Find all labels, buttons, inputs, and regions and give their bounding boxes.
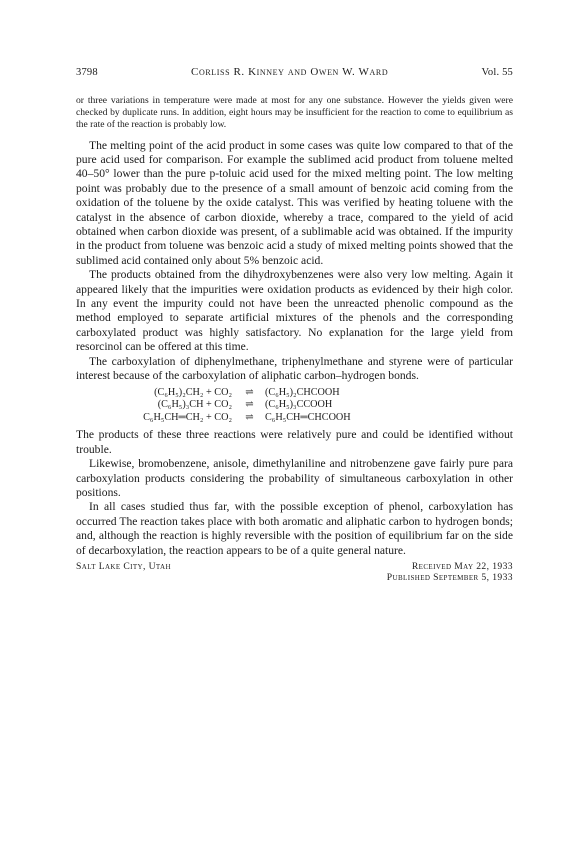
equilibrium-arrow-icon: ⇌: [245, 411, 253, 423]
equation-lhs: (C₆H₅)₃CH + CO₂: [157, 399, 232, 411]
article-body: [76, 95, 513, 583]
received-date: Received May 22, 1933: [411, 560, 513, 572]
running-authors: Corliss R. Kinney and Owen W. Ward: [191, 66, 389, 78]
equation-rhs: (C₆H₅)₂CHCOOH: [265, 386, 340, 398]
dates-block: [387, 561, 513, 583]
equation-lhs: C₆H₅CH═CH₂ + CO₂: [143, 411, 232, 423]
equation-lhs: (C₆H₅)₂CH₂ + CO₂: [154, 386, 232, 398]
equation-row: [76, 412, 513, 425]
equation-block: [76, 387, 513, 425]
equation-rhs: C₆H₅CH═CHCOOH: [265, 411, 351, 423]
paragraph-products-pure: The products of these three reactions were relatively pure and could be identified without trouble.: [76, 428, 513, 456]
article-footer: [76, 561, 513, 583]
location: Salt Lake City, Utah: [76, 560, 171, 572]
paragraph-melting-point: The melting point of the acid product in some cases was quite low compared to that of the pure acid used for comparison. For example the sublimed acid product from toluene melted 40–50° lower than the pure p-toluic acid used for the mixed melting point. The low melting point was probably due to the presence of a small amount of benzoic acid coming from the oxidation of the toluene by the oxide catalyst. This was verified by heating toluene with the catalyst in the absence of carbon dioxide, whereby a trace, compared to the yield of acid obtained when carbon dioxide was present, of a sublimable acid was obtained. If the impurity in the product from toluene was benzoic acid a study of mixed melting points showed that the sublimed acid contained only about 5% benzoic acid.: [76, 138, 513, 267]
published-date: Published September 5, 1933: [386, 571, 513, 583]
page-number: 3798: [76, 67, 98, 78]
paragraph-dihydroxybenzenes: The products obtained from the dihydroxybenzenes were also very low melting. Again it appeared likely that the impurities were oxidation products as evidenced by their high color. In any event the impurity could not have been the unreacted phenolic compound as the method employed to separate artificial mixtures of the phenols and the corresponding carboxylated product was highly satisfactory. No explanation for the large yield from resorcinol can be offered at this time.: [76, 268, 513, 354]
equilibrium-arrow-icon: ⇌: [245, 386, 253, 398]
paragraph-carboxylation-intro: The carboxylation of diphenylmethane, triphenylmethane and styrene were of particular interest because of the carboxylation of aliphatic carbon–hydrogen bonds.: [76, 354, 513, 383]
volume-label: Vol. 55: [481, 67, 513, 78]
paragraph-likewise: Likewise, bromobenzene, anisole, dimethylaniline and nitrobenzene gave fairly pure para carboxylation products considering the probability of simultaneous carboxylation in other positions.: [76, 457, 513, 499]
equilibrium-arrow-icon: ⇌: [245, 399, 253, 411]
running-header: [76, 66, 513, 78]
equation-rhs: (C₆H₅)₃CCOOH: [265, 399, 333, 411]
equation-row: [76, 387, 513, 400]
equation-row: [76, 399, 513, 412]
intro-small-paragraph: or three variations in temperature were made at most for any one substance. However the yields given were checked by duplicate runs. In addition, eight hours may be insufficient for the reaction to come to equilibrium as the rate of the reaction is probably low.: [76, 95, 513, 131]
paragraph-conclusion: In all cases studied thus far, with the possible exception of phenol, carboxylation has occurred The reaction takes place with both aromatic and aliphatic carbon to hydrogen bonds; and, although the reaction is highly reversible with the position of equilibrium far on the side of decarboxylation, the reaction appears to be of a quite general nature.: [76, 500, 513, 557]
